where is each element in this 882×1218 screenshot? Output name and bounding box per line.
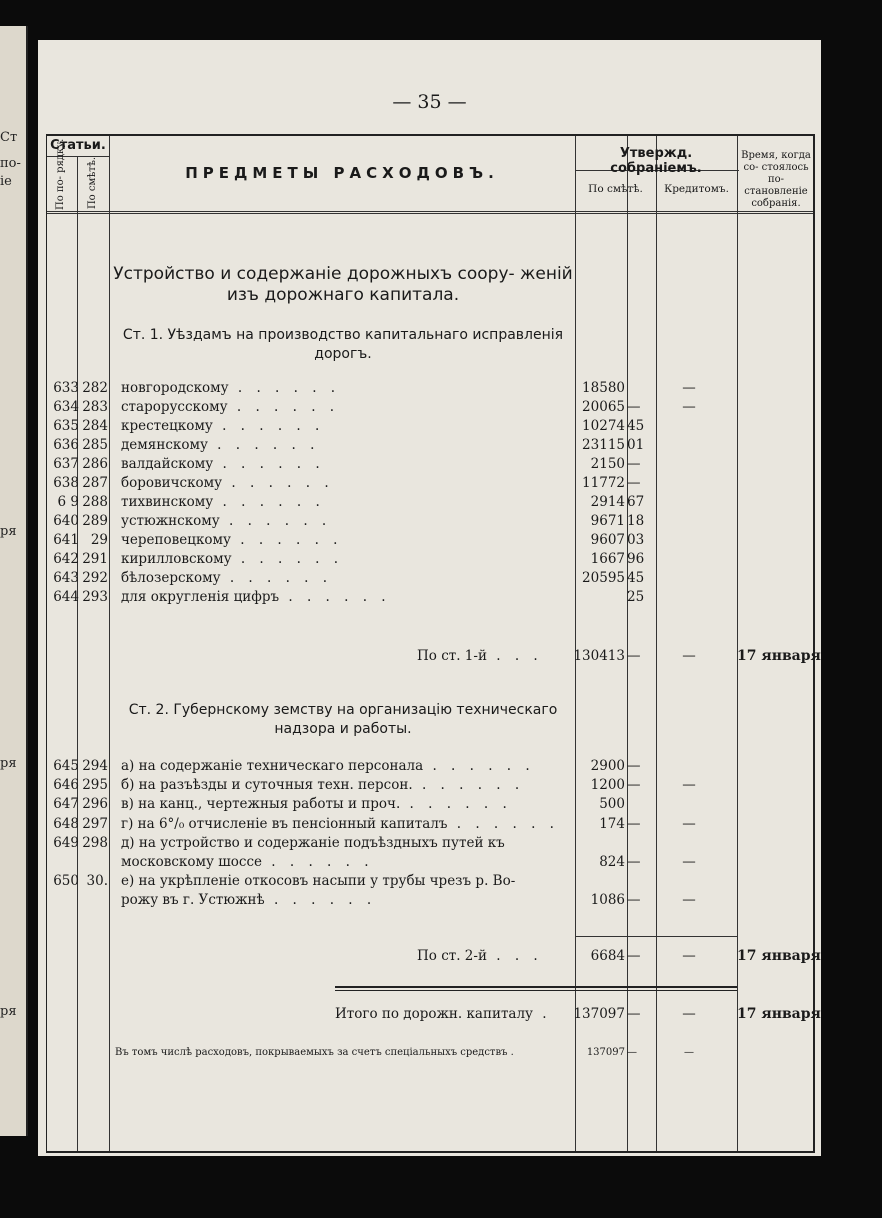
estimate-number: 287 [82,475,108,491]
page-number: — 35 — [392,91,467,113]
estimate-number: 296 [82,796,108,813]
row-number: 648 [53,815,79,832]
row-kopecks: 25 [627,589,645,605]
section2-total-amount: 6684 [590,948,625,964]
row-amount: 23115 [582,437,625,453]
row-credit: — [682,399,696,415]
header-col-estimate: По смѣтѣ. [87,156,98,210]
row-amount: 9607 [590,532,625,548]
row-name: новгородскому . . . . . . [121,380,341,396]
row-number: 641 [53,532,79,548]
row-credit: — [682,777,696,794]
row-name: череповецкому . . . . . . [121,532,343,548]
estimate-number: 288 [82,494,108,510]
estimate-number: 284 [82,418,108,434]
sum-rule [575,936,737,937]
estimate-number: 29 [90,532,108,548]
row-amount: 18580 [582,380,625,396]
estimate-number: 289 [82,513,108,529]
section2-total-kop: — [627,948,641,964]
row-amount: 2150 [590,456,625,472]
row-name-text: бѣлозерскому [121,570,221,586]
section1-total-credit: — [682,648,696,664]
row-name: тихвинскому . . . . . . [121,494,325,510]
row-name: в) на канц., чертежныя работы и проч. . . . . . . [121,796,512,813]
row-name-text: демянскому [121,437,208,453]
row-number: 646 [53,777,79,794]
row-kopecks: 18 [627,513,645,529]
row-amount: 824 [599,854,625,870]
estimate-number: 283 [82,399,108,415]
row-kopecks: — [627,815,641,832]
header-by-credit: Кредитомъ. [664,183,729,195]
column-rule [656,136,657,1151]
row-number: 645 [53,758,79,774]
special-funds-credit: — [684,1047,694,1058]
row-name: рожу въ г. Устюжнѣ . . . . . . [121,892,377,909]
row-number: 633 [53,380,79,396]
row-number: 644 [53,589,79,605]
row-name-text: а) на содержаніе техническаго персонала [121,758,424,774]
row-name [121,835,505,852]
table-title: Устройство и содержаніе дорожныхъ соору- женій изъ дорожнаго капитала. [113,264,573,305]
row-name-text: е) на укрѣпленіе откосовъ насыпи у трубы чрезъ р. Во- [121,873,516,890]
row-kopecks: 03 [627,532,645,548]
section1-total-kop: — [627,648,641,664]
row-number: 638 [53,475,79,491]
row-name: московскому шоссе . . . . . . [121,854,374,870]
section1-total-amount: 130413 [573,648,625,664]
section2-total-credit: — [682,948,696,964]
special-funds-kop: — [627,1047,637,1058]
left-fragment: іе [0,174,12,189]
row-amount: 10274 [582,418,625,434]
row-name: крестецкому . . . . . . [121,418,325,434]
row-amount: 11772 [582,475,625,491]
row-amount: 174 [599,815,625,832]
row-kopecks: 45 [627,418,645,434]
row-kopecks: 45 [627,570,645,586]
left-fragment: ря [0,524,17,539]
header-approved: Утвержд. собраніемъ. [610,146,702,176]
column-rule [109,136,110,1151]
grand-total-label: Итого по дорожн. капиталу . [335,1006,552,1022]
column-rule [77,156,78,1151]
row-name-text: д) на устройство и содержаніе подъѣздныхъ путей къ [121,834,505,851]
row-amount: 20065 [582,399,625,415]
row-name-text: тихвинскому [121,494,214,510]
grand-total-amount: 137097 [573,1006,625,1022]
row-kopecks: 67 [627,494,645,510]
estimate-number: 294 [82,758,108,774]
row-name-text: валдайскому [121,456,214,472]
row-kopecks: — [627,475,641,491]
row-kopecks: — [627,777,641,794]
row-name: старорусскому . . . . . . [121,399,340,415]
header-rule [47,211,813,212]
row-name: демянскому . . . . . . [121,437,320,453]
estimate-number: 286 [82,456,108,472]
row-amount: 9671 [590,513,625,529]
row-kopecks: 01 [627,437,645,453]
header-by-estimate: По смѣтѣ. [588,183,643,195]
row-name-text: для округленія цифръ [121,589,280,605]
estimate-number: 298 [82,834,108,851]
row-credit: — [682,892,696,909]
row-name-text: в) на канц., чертежныя работы и проч. [121,796,401,813]
expense-table [46,134,821,1153]
row-name-text: старорусскому [121,399,228,415]
row-number: 643 [53,570,79,586]
row-kopecks: — [627,758,641,774]
estimate-number: 295 [82,777,108,794]
row-kopecks: — [627,892,641,909]
row-number: 642 [53,551,79,567]
section2-total-label: По ст. 2-й . . . [417,948,543,964]
row-kopecks: — [627,399,641,415]
row-credit: — [682,854,696,870]
estimate-number: 291 [82,551,108,567]
estimate-number: 282 [82,380,108,396]
row-name: г) на 6°/₀ отчисленіе въ пенсіонный капиталъ . . . . . . [121,815,559,832]
column-rule [737,136,738,1151]
row-name-text: б) на разъѣзды и суточныя техн. персон. [121,777,413,794]
special-funds-amount: 137097 [586,1047,625,1058]
header-time: Время, когда со- стоялось по- становленіе собранія. [741,150,811,209]
estimate-number: 293 [82,589,108,605]
row-name-text: кирилловскому [121,551,232,567]
row-name-text: новгородскому [121,380,229,396]
header-rule [47,213,813,214]
row-credit: — [682,815,696,832]
row-name-text: г) на 6°/₀ отчисленіе въ пенсіонный капиталъ [121,815,448,832]
row-amount: 2900 [590,758,625,774]
row-name-text: крестецкому [121,418,213,434]
left-fragment: Ст [0,130,18,145]
row-name-text: устюжнскому [121,513,220,529]
row-name: устюжнскому . . . . . . [121,513,332,529]
row-number: 640 [53,513,79,529]
row-amount: 1667 [590,551,625,567]
row-amount: 2914 [590,494,625,510]
grand-total-credit: — [682,1006,696,1022]
row-number: 647 [53,796,79,813]
header-subjects: ПРЕДМЕТЫ РАСХОДОВЪ. [185,164,499,182]
row-number: 636 [53,437,79,453]
row-amount: 1200 [590,777,625,794]
header-col-order: По по- рядку. [55,138,66,210]
left-fragment: ря [0,756,17,771]
estimate-number: 30. [86,873,108,890]
row-name: валдайскому . . . . . . [121,456,325,472]
estimate-number: 292 [82,570,108,586]
special-funds-label: Въ томъ числѣ расходовъ, покрываемыхъ за счетъ спеціальныхъ средствъ . [115,1047,514,1058]
row-name [121,873,515,890]
adjacent-page-edge [0,26,28,1136]
estimate-number: 285 [82,437,108,453]
left-fragment: по- [0,156,21,171]
row-name-text: московскому шоссе [121,854,263,870]
row-kopecks: — [627,854,641,870]
row-name: б) на разъѣзды и суточныя техн. персон. . . . . . . [121,777,525,794]
row-number: 634 [53,399,79,415]
row-name-text: рожу въ г. Устюжнѣ [121,892,265,909]
row-name: бѣлозерскому . . . . . . [121,570,333,586]
section1-heading: Ст. 1. Уѣздамъ на производство капитальнаго исправленія дорогъ. [122,327,564,362]
row-name-text: боровичскому [121,475,223,491]
row-name: кирилловскому . . . . . . [121,551,344,567]
header-articles: Статьи. [50,138,106,153]
row-name: боровичскому . . . . . . [121,475,334,491]
row-amount: 20595 [582,570,625,586]
row-credit: — [682,380,696,396]
row-kopecks: 96 [627,551,645,567]
row-kopecks: — [627,456,641,472]
row-name: для округленія цифръ . . . . . . [121,589,391,605]
row-number: 649 [53,834,79,851]
row-name-text: череповецкому [121,532,231,548]
column-rule [627,136,628,1151]
grand-total-rule [335,986,737,988]
section1-total-date: 17 января [737,648,821,664]
row-name: а) на содержаніе техническаго персонала . . . . . . [121,758,535,774]
section2-total-date: 17 января [737,948,821,964]
section2-heading: Ст. 2. Губернскому земству на организацію техническаго надзора и работы. [128,702,558,737]
estimate-number: 297 [82,815,108,832]
row-amount: 500 [599,796,625,813]
grand-total-rule [335,990,737,991]
row-number: 650 [53,873,79,890]
row-number: 635 [53,418,79,434]
column-rule [575,136,576,1151]
row-number: 637 [53,456,79,472]
grand-total-kop: — [627,1006,641,1022]
section1-total-label: По ст. 1-й . . . [417,648,543,664]
row-number: 6 9 [57,494,79,510]
grand-total-date: 17 января [737,1006,821,1022]
row-amount: 1086 [590,892,625,909]
left-fragment: ря [0,1004,17,1019]
